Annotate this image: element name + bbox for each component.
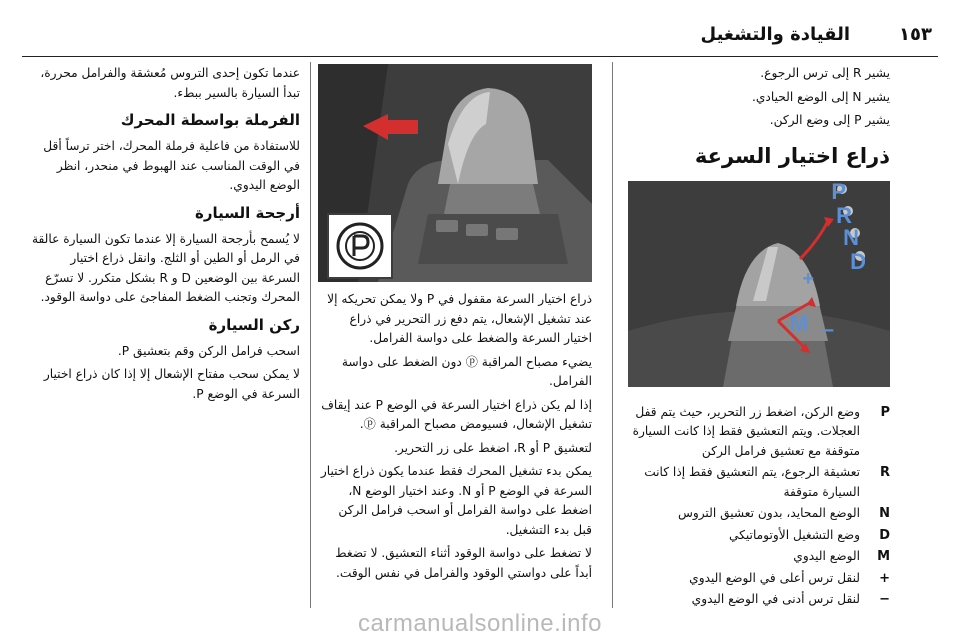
label-n: N [843,224,859,250]
definition-key: + [879,570,890,586]
definition-key: N [879,506,890,521]
paragraph: يمكن بدء تشغيل المحرك فقط عندما يكون ذراع اختيار السرعة في الوضع P أو N. وعند اختيار الوضع N، اضغط على دواسة الفرامل أو اسحب فرامل الركن قبل بدء التشغيل. [320,464,592,537]
definition-text: وضع التشغيل الأوتوماتيكي [728,527,860,542]
definition-row [628,463,890,502]
definition-row [628,526,890,546]
left-column [30,64,300,408]
section-heading: ركن السيارة [208,315,300,334]
chapter-title: القيادة والتشغيل [700,24,850,45]
section-text: لا يمكن سحب مفتاح الإشعال إلا إذا كان ذراع اختيار السرعة في الوضع P. [43,367,300,401]
definition-key: R [879,465,890,480]
section-heading: الفرملة بواسطة المحرك [120,111,300,129]
paragraph: لا تضغط على دواسة الوقود أثناء التعشيق. لا تضغط أبداً على دواستي الوقود والفرامل في نفس الوقت. [335,546,592,580]
page-header [0,0,960,58]
label-plus: + [802,267,814,290]
label-p: P [831,180,846,204]
label-r: R [836,202,852,228]
gear-position-definitions [628,403,890,610]
definition-row [628,569,890,589]
definition-text: لنقل ترس أدنى في الوضع اليدوي [691,592,860,606]
section-title-selector-lever: ذراع اختيار السرعة [694,143,890,168]
gear-selector-illustration [628,181,890,387]
label-d: D [850,248,866,274]
column-divider-right [612,62,613,608]
definition-key: M [877,549,890,564]
section-text: اسحب فرامل الركن وقم بتعشيق P. [117,343,300,358]
shift-lever-svg [318,64,592,282]
column-divider-left [310,62,311,608]
definition-key: D [879,527,890,543]
gear-selector-svg [628,181,890,387]
definition-row [628,504,890,524]
paragraph: لتعشيق P أو R، اضغط على زر التحرير. [394,440,592,455]
definition-row [628,547,890,567]
header-rule [22,56,938,57]
middle-column [318,64,592,587]
definition-key: P [880,404,890,420]
definition-text: لنقل ترس أعلى في الوضع اليدوي [689,570,860,585]
paragraph: يضيء مصباح المراقبة ⓟ دون الضغط على دواسة الفرامل. [341,354,592,388]
section-heading: أرجحة السيارة [195,203,300,222]
right-column [628,64,890,612]
paragraph: إذا لم يكن ذراع اختيار السرعة في الوضع P عند إيقاف تشغيل الإشعال، فسيومض مصباح المراقبة ⓟ. [321,397,592,431]
intro-line-r: يشير R إلى ترس الرجوع. [760,66,890,80]
intro-line-n: يشير N إلى الوضع الحيادي. [752,89,890,104]
definition-text: الوضع اليدوي [793,549,860,563]
watermark: carmanualsonline.info [358,610,602,637]
section-text: لا يُسمح بأرجحة السيارة إلا عندما تكون السيارة عالقة في الرمل أو الطين أو الثلج. وانقل ذراع اختيار السرعة بين الوضعين D و R بشكل متكرر. لا تسرّع المحرك وتجنب الضغط المفاجئ على دواسة الوقود. [31,231,300,304]
definition-row [628,403,890,462]
page-number: ١٥٣ [899,24,932,45]
intro-paragraph: عندما تكون إحدى التروس مُعشقة والفرامل محررة، تبدأ السيارة بالسير ببطء. [40,66,300,100]
shift-lever-illustration [318,64,592,282]
definition-text: وضع الركن، اضغط زر التحرير، حيث يتم قفل العجلات. ويتم التعشيق فقط إذا كانت السيارة متوقفة مع تعشيق فرامل الركن [632,404,860,458]
definition-text: الوضع المحايد، بدون تعشيق التروس [677,506,860,520]
definition-key: − [879,592,890,607]
intro-line-p: يشير P إلى وضع الركن. [769,113,890,127]
label-minus: − [822,319,834,342]
paragraph: ذراع اختيار السرعة مقفول في P ولا يمكن تحريكه إلا عند تشغيل الإشعال، يتم دفع زر التحرير في ذراع اختيار السرعة والضغط على دواسة الفرامل. [327,292,592,345]
section-text: للاستفادة من فاعلية فرملة المحرك، اختر ترساً أقل في الوقت المناسب عند الهبوط في منحدر، انظر الوضع اليدوي. [43,139,300,192]
label-m: M [789,310,808,336]
definition-row [628,590,890,610]
definition-text: تعشيقة الرجوع، يتم التعشيق فقط إذا كانت السيارة متوقفة [644,465,860,499]
